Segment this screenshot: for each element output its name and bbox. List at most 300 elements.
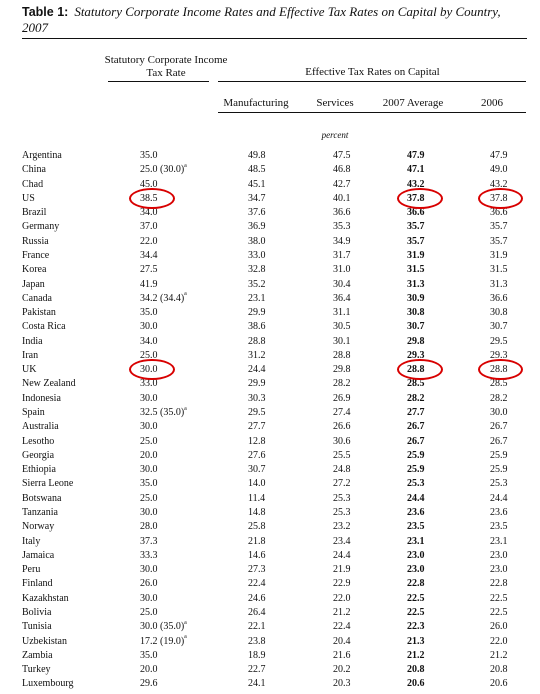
- statutory-rate-cell-text: 30.0: [140, 321, 158, 333]
- statutory-rate-cell-text: 32.5 (35.0): [140, 407, 185, 419]
- services-cell-text: 27.2: [333, 478, 351, 490]
- footnote-marker: a: [184, 291, 187, 298]
- services-cell: [333, 420, 351, 434]
- country-cell: [22, 292, 52, 306]
- services-cell-text: 25.3: [333, 507, 351, 518]
- statutory-rate-cell-text: 28.0: [140, 521, 158, 533]
- services-cell-text: 22.4: [333, 621, 351, 633]
- services-cell: [333, 263, 351, 277]
- year-2006-cell-text: 26.0: [490, 621, 508, 633]
- statutory-rate-cell: [140, 292, 187, 306]
- manufacturing-cell: [248, 349, 266, 363]
- year-2006-cell-text: 26.7: [490, 435, 508, 447]
- services-cell-text: 21.9: [333, 564, 351, 576]
- statutory-rate-cell: [140, 435, 158, 449]
- average-2007-cell-text: 28.8: [407, 364, 425, 376]
- table-row: [0, 592, 540, 606]
- statutory-rate-cell-text: 34.4: [140, 249, 158, 261]
- table-title: Statutory Corporate Income Rates and Effective Tax Rates on Capital by Country, 2007: [22, 4, 501, 35]
- year-2006-cell-text: 36.6: [490, 207, 508, 219]
- year-2006-cell: [490, 306, 508, 320]
- table-row: [0, 435, 540, 449]
- average-2007-cell-text: 26.7: [407, 421, 425, 433]
- manufacturing-cell-text: 29.9: [248, 378, 266, 390]
- highlight-oval: [478, 188, 523, 209]
- manufacturing-cell: [248, 206, 266, 220]
- manufacturing-cell: [248, 320, 266, 334]
- manufacturing-cell-text: 37.6: [248, 207, 266, 219]
- year-2006-cell: [490, 549, 508, 563]
- table-row: [0, 306, 540, 320]
- services-cell: [333, 149, 351, 163]
- statutory-rate-cell-text: 37.3: [140, 535, 158, 547]
- average-2007-cell-text: 47.1: [407, 164, 425, 176]
- table-row: [0, 178, 540, 192]
- manufacturing-cell: [248, 406, 266, 420]
- manufacturing-cell-text: 48.5: [248, 164, 266, 176]
- services-cell: [333, 249, 351, 263]
- services-cell-text: 30.5: [333, 321, 351, 333]
- manufacturing-cell: [248, 520, 266, 534]
- manufacturing-cell: [248, 492, 265, 506]
- country-cell: [22, 363, 36, 377]
- services-cell: [333, 535, 351, 549]
- statutory-rate-cell-text: 30.0: [140, 392, 158, 404]
- manufacturing-cell-text: 22.7: [248, 664, 266, 676]
- statutory-rate-cell: [140, 506, 158, 520]
- country-cell: [22, 620, 52, 634]
- services-cell-text: 24.4: [333, 549, 351, 561]
- statutory-rate-cell: [140, 306, 158, 320]
- average-2007-cell: [407, 249, 425, 263]
- column-header-rule: [218, 112, 526, 113]
- country-cell-text: Tunisia: [22, 621, 52, 633]
- statutory-rate-cell: [140, 635, 187, 649]
- average-2007-cell: [407, 592, 425, 606]
- country-cell: [22, 663, 51, 677]
- year-2006-cell-text: 20.6: [490, 678, 508, 690]
- average-2007-cell-text: 20.6: [407, 678, 425, 690]
- country-cell-text: Kazakhstan: [22, 592, 69, 604]
- manufacturing-cell: [248, 363, 266, 377]
- manufacturing-cell-text: 30.3: [248, 392, 266, 404]
- year-2006-cell: [490, 163, 508, 177]
- average-2007-cell: [407, 449, 425, 463]
- year-2006-cell-text: 22.5: [490, 592, 508, 604]
- services-cell: [333, 506, 351, 520]
- manufacturing-cell-text: 25.8: [248, 521, 266, 533]
- statutory-rate-cell: [140, 420, 158, 434]
- statutory-rate-cell-text: 30.0: [140, 421, 158, 433]
- year-2006-cell: [490, 435, 508, 449]
- table-row: [0, 520, 540, 534]
- services-cell-text: 31.7: [333, 249, 351, 261]
- services-cell-text: 20.3: [333, 678, 351, 690]
- statutory-rate-cell-text: 22.0: [140, 235, 158, 247]
- manufacturing-cell: [248, 335, 266, 349]
- footnote-marker: a: [184, 162, 187, 169]
- country-cell-text: Japan: [22, 278, 45, 290]
- year-2006-cell: [490, 235, 508, 249]
- average-2007-cell-text: 28.2: [407, 392, 425, 404]
- average-2007-cell: [407, 406, 425, 420]
- average-2007-cell-text: 24.4: [407, 492, 425, 504]
- year-2006-cell-text: 28.5: [490, 378, 508, 390]
- average-2007-cell: [407, 463, 425, 477]
- manufacturing-cell: [248, 606, 266, 620]
- statutory-rate-cell-text: 45.0: [140, 178, 158, 190]
- average-2007-cell-text: 30.7: [407, 321, 425, 333]
- services-cell-text: 27.4: [333, 407, 351, 419]
- services-cell-text: 47.5: [333, 150, 351, 161]
- services-cell: [333, 592, 351, 606]
- services-cell: [333, 292, 351, 306]
- statutory-rate-cell-text: 35.0: [140, 478, 158, 490]
- country-cell: [22, 278, 45, 292]
- manufacturing-cell: [248, 649, 266, 663]
- manufacturing-cell-text: 11.4: [248, 492, 266, 504]
- country-cell-text: Australia: [22, 421, 59, 433]
- statutory-rate-cell-text: 34.0: [140, 207, 158, 219]
- average-2007-cell-text: 43.2: [407, 178, 425, 190]
- statutory-rate-cell: [140, 649, 158, 663]
- year-2006-cell: [490, 406, 508, 420]
- services-cell: [333, 178, 351, 192]
- manufacturing-cell-text: 38.6: [248, 321, 266, 333]
- manufacturing-cell: [248, 163, 266, 177]
- statutory-rate-cell-text: 35.0: [140, 150, 158, 161]
- year-2006-cell-text: 22.5: [490, 606, 508, 618]
- country-cell: [22, 577, 53, 591]
- services-cell-text: 23.2: [333, 521, 351, 533]
- average-2007-cell: [407, 392, 425, 406]
- statutory-rate-cell: [140, 677, 158, 691]
- country-cell-text: China: [22, 164, 46, 176]
- manufacturing-cell: [248, 449, 266, 463]
- average-2007-cell-text: 47.9: [407, 150, 425, 161]
- average-2007-cell: [407, 306, 425, 320]
- table-row: [0, 535, 540, 549]
- manufacturing-column-header: Manufacturing: [223, 97, 289, 109]
- average-2007-cell-text: 35.7: [407, 221, 425, 233]
- statutory-rate-cell-text: 33.3: [140, 549, 158, 561]
- services-cell-text: 30.4: [333, 278, 351, 290]
- average-2007-cell-text: 30.8: [407, 307, 425, 319]
- country-cell-text: New Zealand: [22, 378, 76, 390]
- year-2006-cell-text: 31.5: [490, 264, 508, 276]
- effective-rates-header: Effective Tax Rates on Capital: [305, 66, 440, 78]
- average-2007-cell: [407, 420, 425, 434]
- average-2007-cell: [407, 635, 425, 649]
- services-cell-text: 29.8: [333, 364, 351, 376]
- year-2006-cell: [490, 663, 508, 677]
- year-2006-cell: [490, 506, 508, 520]
- manufacturing-cell-text: 26.4: [248, 606, 266, 618]
- country-cell: [22, 420, 59, 434]
- average-2007-cell-text: 23.1: [407, 535, 425, 547]
- services-cell: [333, 206, 351, 220]
- country-cell: [22, 220, 59, 234]
- country-cell-text: India: [22, 335, 43, 347]
- manufacturing-cell-text: 29.9: [248, 307, 266, 319]
- manufacturing-cell-text: 23.1: [248, 292, 266, 304]
- year-2006-cell-text: 29.5: [490, 335, 508, 347]
- services-cell-text: 30.6: [333, 435, 351, 447]
- average-2007-cell-text: 36.6: [407, 207, 425, 219]
- manufacturing-cell: [248, 535, 266, 549]
- manufacturing-cell: [248, 292, 266, 306]
- services-cell-text: 25.5: [333, 449, 351, 461]
- year-2006-cell-text: 47.9: [490, 150, 508, 161]
- average-2007-cell: [407, 477, 425, 491]
- services-cell: [333, 620, 351, 634]
- statutory-rate-cell-text: 37.0: [140, 221, 158, 233]
- average-2007-cell-text: 37.8: [407, 192, 425, 204]
- table-row: [0, 377, 540, 391]
- services-cell: [333, 577, 351, 591]
- statutory-rate-cell: [140, 563, 158, 577]
- table-row: [0, 220, 540, 234]
- statutory-rate-cell-text: 30.0: [140, 507, 158, 518]
- country-cell-text: Tanzania: [22, 507, 58, 518]
- table-row: [0, 649, 540, 663]
- average-2007-cell: [407, 606, 425, 620]
- average-2007-cell-text: 29.3: [407, 349, 425, 361]
- manufacturing-cell: [248, 249, 266, 263]
- average-2007-cell: [407, 292, 425, 306]
- year-2006-cell-text: 30.8: [490, 307, 508, 319]
- manufacturing-cell: [248, 306, 266, 320]
- year-2006-cell: [490, 477, 508, 491]
- average-2007-cell: [407, 506, 425, 520]
- country-cell: [22, 435, 54, 449]
- manufacturing-cell-text: 30.7: [248, 464, 266, 476]
- year-2006-cell: [490, 649, 508, 663]
- country-cell: [22, 163, 46, 177]
- country-cell: [22, 506, 58, 520]
- manufacturing-cell-text: 14.6: [248, 549, 266, 561]
- manufacturing-cell: [248, 477, 266, 491]
- table-row: [0, 677, 540, 691]
- average-2007-cell-text: 35.7: [407, 235, 425, 247]
- country-cell-text: Uzbekistan: [22, 635, 67, 647]
- statutory-rate-cell: [140, 549, 158, 563]
- year-2006-cell: [490, 320, 508, 334]
- table-row: [0, 163, 540, 177]
- services-cell-text: 35.3: [333, 221, 351, 233]
- year-2006-cell-text: 29.3: [490, 349, 508, 361]
- manufacturing-cell-text: 27.6: [248, 449, 266, 461]
- country-cell: [22, 635, 67, 649]
- table-row: [0, 320, 540, 334]
- statutory-rate-cell: [140, 263, 158, 277]
- average-2007-cell: [407, 263, 425, 277]
- highlight-oval: [397, 188, 443, 209]
- manufacturing-cell-text: 27.7: [248, 421, 266, 433]
- statutory-rate-cell-text: 20.0: [140, 449, 158, 461]
- manufacturing-cell-text: 12.8: [248, 435, 266, 447]
- manufacturing-cell-text: 27.3: [248, 564, 266, 576]
- services-cell: [333, 363, 351, 377]
- services-cell: [333, 477, 351, 491]
- country-cell-text: UK: [22, 364, 37, 376]
- manufacturing-cell: [248, 278, 266, 292]
- services-cell-text: 36.6: [333, 207, 351, 219]
- table-row: [0, 235, 540, 249]
- country-cell-text: Indonesia: [22, 392, 61, 404]
- manufacturing-cell-text: 24.4: [248, 364, 266, 376]
- year-2006-cell: [490, 492, 508, 506]
- services-cell: [333, 520, 351, 534]
- average-2007-cell-text: 23.0: [407, 564, 425, 576]
- year-2006-cell: [490, 449, 508, 463]
- country-cell: [22, 406, 45, 420]
- table-row: [0, 206, 540, 220]
- manufacturing-cell-text: 21.8: [248, 535, 266, 547]
- year-2006-cell: [490, 577, 508, 591]
- country-cell: [22, 649, 53, 663]
- table-row: [0, 149, 540, 163]
- average-2007-cell: [407, 649, 425, 663]
- year-2006-cell-text: 20.8: [490, 664, 508, 676]
- services-cell-text: 20.4: [333, 635, 351, 647]
- country-cell: [22, 449, 54, 463]
- country-cell-text: Brazil: [22, 207, 47, 219]
- statutory-rate-cell-text: 17.2 (19.0): [140, 635, 185, 647]
- table-caption: [22, 4, 527, 35]
- statutory-rate-cell: [140, 335, 158, 349]
- country-cell-text: Germany: [22, 221, 60, 233]
- services-cell: [333, 663, 351, 677]
- country-cell-text: Sierra Leone: [22, 478, 74, 490]
- manufacturing-cell-text: 45.1: [248, 178, 266, 190]
- table-row: [0, 406, 540, 420]
- country-cell-text: France: [22, 249, 50, 261]
- country-cell-text: Iran: [22, 349, 39, 361]
- year-2006-cell: [490, 520, 508, 534]
- services-cell-text: 31.1: [333, 307, 351, 319]
- services-cell-text: 31.0: [333, 264, 351, 276]
- year-2006-cell: [490, 220, 508, 234]
- country-cell-text: Spain: [22, 407, 45, 419]
- services-cell-text: 30.1: [333, 335, 351, 347]
- year-2006-cell-text: 31.3: [490, 278, 508, 290]
- manufacturing-cell: [248, 635, 266, 649]
- services-cell: [333, 406, 351, 420]
- country-cell: [22, 249, 49, 263]
- statutory-rate-cell-text: 30.0: [140, 592, 158, 604]
- average-2007-cell-text: 23.0: [407, 549, 425, 561]
- services-cell-text: 24.8: [333, 464, 351, 476]
- average-2007-cell-text: 30.9: [407, 292, 425, 304]
- statutory-rate-cell-text: 25.0: [140, 349, 158, 361]
- country-cell: [22, 563, 40, 577]
- country-cell-text: Luxembourg: [22, 678, 74, 690]
- statutory-rate-cell: [140, 577, 158, 591]
- manufacturing-cell: [248, 620, 266, 634]
- manufacturing-cell: [248, 435, 266, 449]
- manufacturing-cell: [248, 235, 266, 249]
- services-cell: [333, 606, 351, 620]
- average-2007-cell-text: 21.2: [407, 649, 425, 661]
- country-cell-text: Turkey: [22, 664, 51, 676]
- services-cell: [333, 335, 351, 349]
- statutory-rate-cell: [140, 620, 187, 634]
- top-rule: [22, 38, 527, 39]
- country-cell-text: Zambia: [22, 649, 53, 661]
- country-cell: [22, 263, 46, 277]
- statutory-rate-cell: [140, 477, 158, 491]
- services-cell: [333, 635, 351, 649]
- year-2006-cell-text: 36.6: [490, 292, 508, 304]
- table-row: [0, 292, 540, 306]
- manufacturing-cell: [248, 506, 266, 520]
- statutory-rate-cell-text: 35.0: [140, 649, 158, 661]
- year-2006-cell-text: 25.9: [490, 449, 508, 461]
- country-cell-text: Peru: [22, 564, 41, 576]
- average-2007-cell-text: 20.8: [407, 664, 425, 676]
- table-row: [0, 463, 540, 477]
- year-2006-cell-text: 28.2: [490, 392, 508, 404]
- country-cell-text: Bolivia: [22, 606, 52, 618]
- statutory-rate-cell: [140, 535, 158, 549]
- year-2006-cell-text: 21.2: [490, 649, 508, 661]
- year-2006-cell: [490, 620, 508, 634]
- table-row: [0, 477, 540, 491]
- manufacturing-cell: [248, 592, 266, 606]
- year-2006-column-header: 2006: [481, 97, 503, 109]
- country-cell-text: Canada: [22, 292, 52, 304]
- average-2007-cell: [407, 520, 425, 534]
- table-row: [0, 506, 540, 520]
- services-cell: [333, 220, 351, 234]
- statutory-rate-cell-text: 38.5: [140, 192, 158, 204]
- manufacturing-cell-text: 14.8: [248, 507, 266, 518]
- year-2006-cell: [490, 292, 508, 306]
- year-2006-cell-text: 28.8: [490, 364, 508, 376]
- services-cell-text: 21.2: [333, 606, 351, 618]
- year-2006-cell-text: 31.9: [490, 249, 508, 261]
- average-2007-cell-text: 21.3: [407, 635, 425, 647]
- services-cell: [333, 192, 351, 206]
- statutory-rate-cell: [140, 278, 158, 292]
- statutory-rate-cell: [140, 606, 158, 620]
- average-2007-cell: [407, 577, 425, 591]
- manufacturing-cell: [248, 549, 266, 563]
- manufacturing-cell: [248, 377, 266, 391]
- statutory-rate-cell-text: 35.0: [140, 307, 158, 319]
- table-row: [0, 363, 540, 377]
- services-cell-text: 26.6: [333, 421, 351, 433]
- manufacturing-cell: [248, 663, 266, 677]
- manufacturing-cell: [248, 149, 266, 163]
- manufacturing-cell: [248, 677, 266, 691]
- manufacturing-cell-text: 24.1: [248, 678, 266, 690]
- table-row: [0, 606, 540, 620]
- manufacturing-cell-text: 22.4: [248, 578, 266, 590]
- average-2007-cell-text: 29.8: [407, 335, 425, 347]
- average-2007-cell-text: 28.5: [407, 378, 425, 390]
- average-2007-cell: [407, 563, 425, 577]
- statutory-rate-cell: [140, 663, 158, 677]
- country-cell: [22, 520, 54, 534]
- country-cell: [22, 492, 61, 506]
- manufacturing-cell-text: 14.0: [248, 478, 266, 490]
- year-2006-cell-text: 30.0: [490, 407, 508, 419]
- statutory-rate-cell: [140, 320, 158, 334]
- year-2006-cell: [490, 263, 508, 277]
- statutory-rate-cell: [140, 592, 158, 606]
